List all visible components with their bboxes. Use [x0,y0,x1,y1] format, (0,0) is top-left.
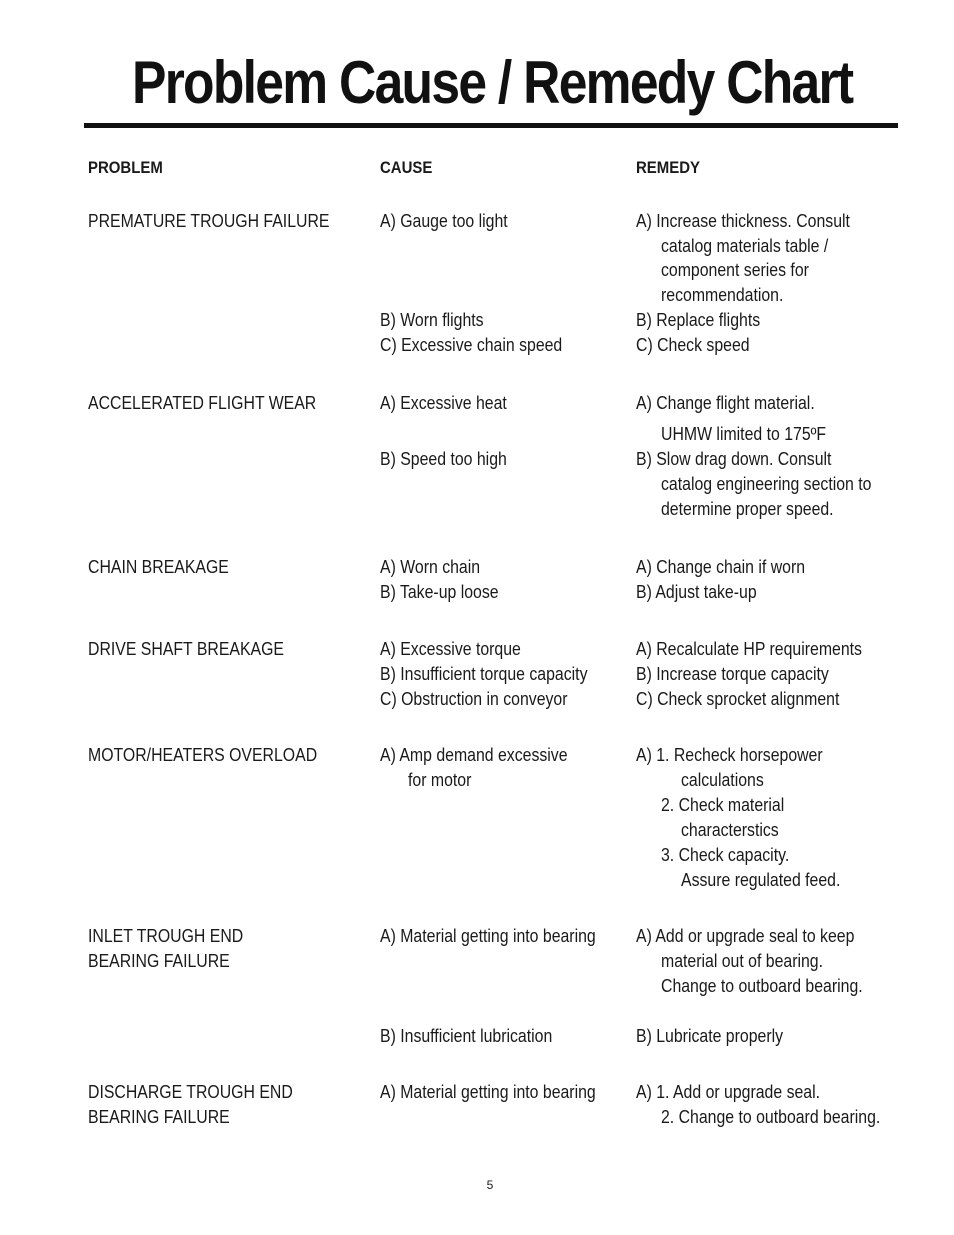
cause-text: A) Material getting into bearing [380,926,596,946]
remedy-text: B) Slow drag down. Consult [636,449,832,469]
remedy-text: Assure regulated feed. [681,870,841,890]
remedy-text: C) Check speed [636,335,750,355]
remedy-text: B) Replace flights [636,310,761,330]
header-problem: PROBLEM [88,158,163,177]
cause-text: for motor [408,770,472,790]
cause-text: B) Take-up loose [380,582,499,602]
problem-text: DRIVE SHAFT BREAKAGE [88,639,285,659]
remedy-text: recommendation. [661,285,784,305]
cause-text: A) Excessive torque [380,639,521,659]
remedy-text: A) Add or upgrade seal to keep [636,926,855,946]
remedy-text: A) 1. Add or upgrade seal. [636,1082,821,1102]
problem-text: BEARING FAILURE [88,1107,230,1127]
cause-text: A) Worn chain [380,557,481,577]
problem-text: MOTOR/HEATERS OVERLOAD [88,745,318,765]
remedy-text: A) Change chain if worn [636,557,806,577]
cause-text: B) Insufficient torque capacity [380,664,588,684]
problem-text: PREMATURE TROUGH FAILURE [88,211,330,231]
remedy-text: B) Adjust take-up [636,582,757,602]
remedy-text: B) Increase torque capacity [636,664,829,684]
remedy-text: A) Recalculate HP requirements [636,639,862,659]
remedy-text: catalog materials table / [661,236,829,256]
remedy-text: A) Increase thickness. Consult [636,211,850,231]
problem-text: INLET TROUGH END [88,926,244,946]
header-cause: CAUSE [380,158,433,177]
remedy-text: 2. Check material [661,795,785,815]
remedy-text: catalog engineering section to [661,474,872,494]
remedy-text: B) Lubricate properly [636,1026,784,1046]
page-number: 5 [486,1178,494,1192]
remedy-text: determine proper speed. [661,499,834,519]
problem-text: DISCHARGE TROUGH END [88,1082,293,1102]
remedy-text: calculations [681,770,764,790]
problem-text: CHAIN BREAKAGE [88,557,229,577]
problem-text: ACCELERATED FLIGHT WEAR [88,393,317,413]
remedy-text: C) Check sprocket alignment [636,689,840,709]
remedy-text: 3. Check capacity. [661,845,790,865]
cause-text: B) Speed too high [380,449,507,469]
cause-text: C) Obstruction in conveyor [380,689,568,709]
problem-text: BEARING FAILURE [88,951,230,971]
cause-text: A) Material getting into bearing [380,1082,596,1102]
cause-text: A) Gauge too light [380,211,508,231]
remedy-text: Change to outboard bearing. [661,976,863,996]
page-title: Problem Cause / Remedy Chart [132,49,853,116]
remedy-text: UHMW limited to 175ºF [661,424,827,444]
cause-text: B) Insufficient lubrication [380,1026,553,1046]
cause-text: C) Excessive chain speed [380,335,563,355]
cause-text: A) Amp demand excessive [380,745,568,765]
remedy-text: A) 1. Recheck horsepower [636,745,823,765]
cause-text: A) Excessive heat [380,393,507,413]
remedy-text: 2. Change to outboard bearing. [661,1107,881,1127]
remedy-text: A) Change flight material. [636,393,815,413]
remedy-text: component series for [661,260,809,280]
remedy-text: material out of bearing. [661,951,824,971]
remedy-text: characterstics [681,820,779,840]
title-rule [84,123,898,128]
cause-text: B) Worn flights [380,310,484,330]
header-remedy: REMEDY [636,158,701,177]
